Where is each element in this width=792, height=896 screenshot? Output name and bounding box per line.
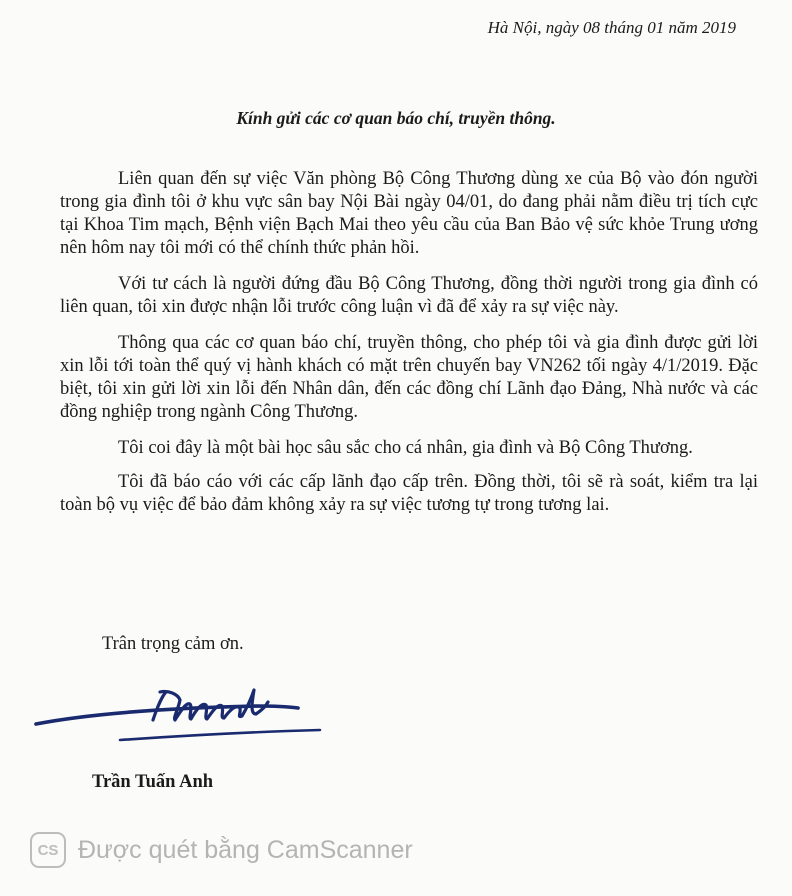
paragraph-lesson: Tôi coi đây là một bài học sâu sắc cho cá nhân, gia đình và Bộ Công Thương. bbox=[118, 438, 693, 458]
camscanner-watermark bbox=[30, 832, 413, 868]
paragraph-apology-public: Với tư cách là người đứng đầu Bộ Công Thương, đồng thời người trong gia đình có liên quan, tôi xin được nhận lỗi trước công luận vì đã để xảy ra sự việc này. bbox=[60, 274, 758, 317]
paragraph-review: Tôi đã báo cáo với các cấp lãnh đạo cấp trên. Đồng thời, tôi sẽ rà soát, kiểm tra lại toàn bộ vụ việc để bảo đảm không xảy ra sự việc tương tự trong tương lai. bbox=[60, 472, 758, 515]
paragraph-context: Liên quan đến sự việc Văn phòng Bộ Công Thương dùng xe của Bộ vào đón người trong gia đình tôi ở khu vực sân bay Nội Bài ngày 04/01, do đang phải nằm điều trị tích cực tại Khoa Tim mạch, Bệnh viện Bạch Mai theo yêu cầu của Ban Bảo vệ sức khỏe Trung ương nên hôm nay tôi mới có thể chính thức phản hồi. bbox=[60, 169, 758, 258]
signer-name: Trần Tuấn Anh bbox=[92, 772, 214, 792]
date-line: Hà Nội, ngày 08 tháng 01 năm 2019 bbox=[487, 18, 736, 37]
letter-body bbox=[60, 168, 758, 530]
camscanner-logo-icon: CS bbox=[30, 832, 66, 868]
handwritten-signature bbox=[28, 670, 328, 760]
watermark-text: Được quét bằng CamScanner bbox=[78, 835, 413, 864]
salutation: Kính gửi các cơ quan báo chí, truyền thông. bbox=[236, 108, 556, 128]
closing-line: Trân trọng cảm ơn. bbox=[102, 634, 244, 654]
paragraph-apology-passengers: Thông qua các cơ quan báo chí, truyền thông, cho phép tôi và gia đình được gửi lời xin lỗi tới toàn thể quý vị hành khách có mặt trên chuyến bay VN262 tối ngày 4/1/2019. Đặc biệt, tôi xin gửi lời xin lỗi đến Nhân dân, đến các đồng chí Lãnh đạo Đảng, Nhà nước và các đồng nghiệp trong ngành Công Thương. bbox=[60, 333, 758, 422]
